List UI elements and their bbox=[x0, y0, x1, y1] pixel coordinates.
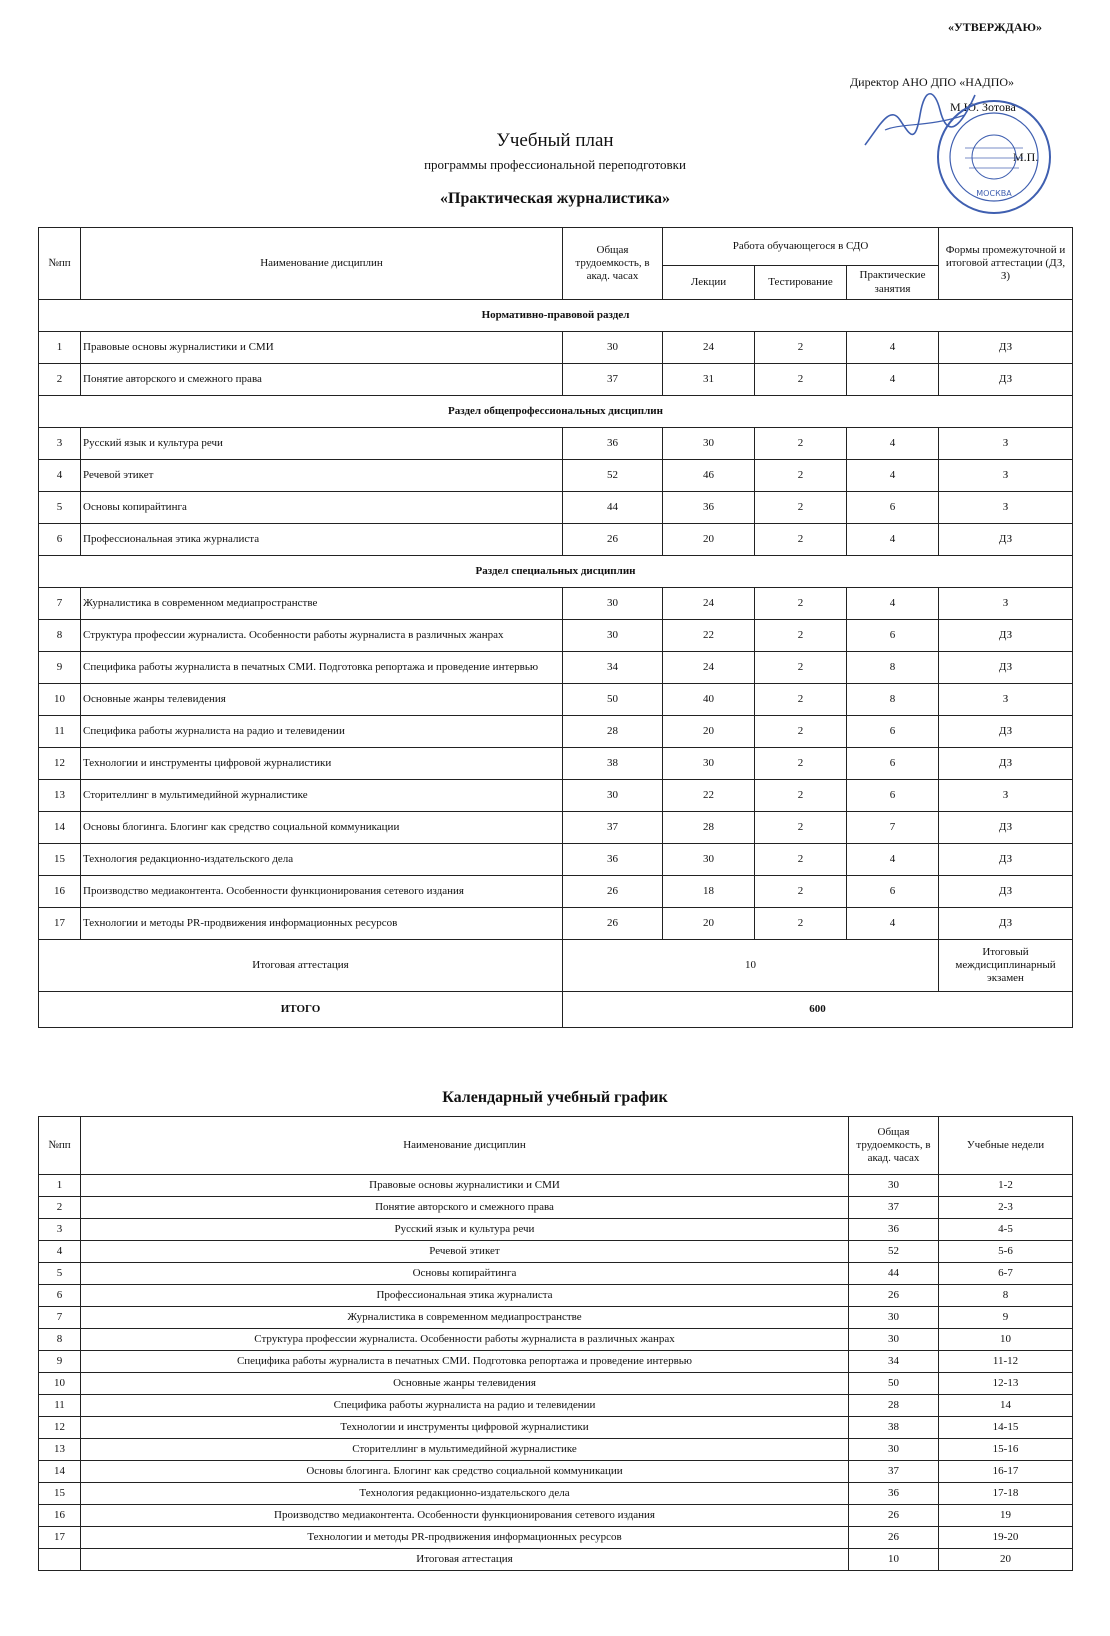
practice-hours: 4 bbox=[847, 908, 939, 940]
seal-place-mark: М.П. bbox=[1013, 150, 1039, 164]
discipline-name: Русский язык и культура речи bbox=[81, 428, 563, 460]
discipline-name: Правовые основы журналистики и СМИ bbox=[81, 1175, 849, 1197]
row-number: 9 bbox=[39, 1351, 81, 1373]
testing-hours: 2 bbox=[755, 460, 847, 492]
discipline-name: Русский язык и культура речи bbox=[81, 1219, 849, 1241]
total-hours: 30 bbox=[849, 1439, 939, 1461]
section-title: Нормативно-правовой раздел bbox=[39, 300, 1073, 332]
row-number bbox=[39, 1549, 81, 1571]
table-row bbox=[39, 780, 1073, 812]
discipline-name: Основные жанры телевидения bbox=[81, 684, 563, 716]
testing-hours: 2 bbox=[755, 492, 847, 524]
header-name: Наименование дисциплин bbox=[81, 228, 563, 300]
total-hours: 600 bbox=[563, 992, 1073, 1028]
practice-hours: 8 bbox=[847, 652, 939, 684]
discipline-name: Журналистика в современном медиапространстве bbox=[81, 1307, 849, 1329]
final-attestation-form: Итоговый междисциплинарный экзамен bbox=[939, 940, 1073, 992]
practice-hours: 6 bbox=[847, 716, 939, 748]
discipline-name: Производство медиаконтента. Особенности функционирования сетевого издания bbox=[81, 1505, 849, 1527]
table-row bbox=[39, 1395, 1073, 1417]
total-hours: 26 bbox=[563, 908, 663, 940]
header-work: Работа обучающегося в СДО bbox=[663, 228, 939, 266]
total-hours: 36 bbox=[849, 1219, 939, 1241]
discipline-name: Итоговая аттестация bbox=[81, 1549, 849, 1571]
attestation-form: ДЗ bbox=[939, 844, 1073, 876]
practice-hours: 4 bbox=[847, 332, 939, 364]
total-hours: 44 bbox=[563, 492, 663, 524]
approval-stamp-text: «УТВЕРЖДАЮ» bbox=[947, 20, 1042, 34]
total-hours: 36 bbox=[563, 844, 663, 876]
lecture-hours: 30 bbox=[663, 844, 755, 876]
plan-title: Учебный план bbox=[496, 130, 614, 151]
seal-city-text: МОСКВА bbox=[976, 189, 1012, 198]
row-number: 9 bbox=[39, 652, 81, 684]
table-row bbox=[39, 684, 1073, 716]
total-hours: 37 bbox=[849, 1197, 939, 1219]
total-hours: 30 bbox=[563, 780, 663, 812]
study-weeks: 19 bbox=[939, 1505, 1073, 1527]
discipline-name: Технология редакционно-издательского дела bbox=[81, 1483, 849, 1505]
row-number: 14 bbox=[39, 1461, 81, 1483]
table-row bbox=[39, 620, 1073, 652]
row-number: 5 bbox=[39, 1263, 81, 1285]
table-row bbox=[39, 492, 1073, 524]
row-number: 10 bbox=[39, 684, 81, 716]
calendar-title: Календарный учебный график bbox=[442, 1089, 668, 1106]
total-hours: 28 bbox=[849, 1395, 939, 1417]
testing-hours: 2 bbox=[755, 780, 847, 812]
testing-hours: 2 bbox=[755, 684, 847, 716]
row-number: 8 bbox=[39, 1329, 81, 1351]
row-number: 7 bbox=[39, 588, 81, 620]
plan-subtitle: программы профессиональной переподготовки bbox=[424, 157, 686, 172]
testing-hours: 2 bbox=[755, 876, 847, 908]
discipline-name: Технологии и методы PR-продвижения информационных ресурсов bbox=[81, 908, 563, 940]
discipline-name: Специфика работы журналиста на радио и телевидении bbox=[81, 1395, 849, 1417]
total-hours: 34 bbox=[563, 652, 663, 684]
section-row bbox=[39, 300, 1073, 332]
row-number: 17 bbox=[39, 1527, 81, 1549]
row-number: 15 bbox=[39, 1483, 81, 1505]
table-row bbox=[39, 1373, 1073, 1395]
total-hours: 30 bbox=[849, 1329, 939, 1351]
discipline-name: Технология редакционно-издательского дела bbox=[81, 844, 563, 876]
table-row bbox=[39, 1307, 1073, 1329]
row-number: 14 bbox=[39, 812, 81, 844]
lecture-hours: 40 bbox=[663, 684, 755, 716]
study-weeks: 5-6 bbox=[939, 1241, 1073, 1263]
total-label: ИТОГО bbox=[39, 992, 563, 1028]
table-row bbox=[39, 588, 1073, 620]
study-weeks: 15-16 bbox=[939, 1439, 1073, 1461]
header-total: Общая трудоемкость, в акад. часах bbox=[563, 228, 663, 300]
total-hours: 36 bbox=[849, 1483, 939, 1505]
practice-hours: 6 bbox=[847, 748, 939, 780]
table-row bbox=[39, 748, 1073, 780]
lecture-hours: 28 bbox=[663, 812, 755, 844]
table-row bbox=[39, 716, 1073, 748]
discipline-name: Специфика работы журналиста в печатных СМИ. Подготовка репортажа и проведение интервью bbox=[81, 652, 563, 684]
table-row bbox=[39, 1439, 1073, 1461]
row-number: 16 bbox=[39, 876, 81, 908]
table-row bbox=[39, 1549, 1073, 1571]
practice-hours: 6 bbox=[847, 492, 939, 524]
cal-header-total: Общая трудоемкость, в акад. часах bbox=[849, 1117, 939, 1175]
lecture-hours: 24 bbox=[663, 652, 755, 684]
discipline-name: Основные жанры телевидения bbox=[81, 1373, 849, 1395]
row-number: 3 bbox=[39, 428, 81, 460]
table-row bbox=[39, 652, 1073, 684]
discipline-name: Понятие авторского и смежного права bbox=[81, 364, 563, 396]
study-weeks: 11-12 bbox=[939, 1351, 1073, 1373]
total-hours: 36 bbox=[563, 428, 663, 460]
table-row bbox=[39, 364, 1073, 396]
total-hours: 34 bbox=[849, 1351, 939, 1373]
total-hours: 10 bbox=[849, 1549, 939, 1571]
row-number: 7 bbox=[39, 1307, 81, 1329]
attestation-form: З bbox=[939, 460, 1073, 492]
practice-hours: 4 bbox=[847, 428, 939, 460]
table-row bbox=[39, 1263, 1073, 1285]
total-hours: 50 bbox=[563, 684, 663, 716]
study-weeks: 17-18 bbox=[939, 1483, 1073, 1505]
attestation-form: З bbox=[939, 684, 1073, 716]
discipline-name: Специфика работы журналиста на радио и телевидении bbox=[81, 716, 563, 748]
row-number: 17 bbox=[39, 908, 81, 940]
testing-hours: 2 bbox=[755, 716, 847, 748]
discipline-name: Основы блогинга. Блогинг как средство социальной коммуникации bbox=[81, 812, 563, 844]
table-row bbox=[39, 876, 1073, 908]
attestation-form: ДЗ bbox=[939, 524, 1073, 556]
table-row bbox=[39, 332, 1073, 364]
table-row bbox=[39, 1175, 1073, 1197]
practice-hours: 4 bbox=[847, 364, 939, 396]
row-number: 13 bbox=[39, 780, 81, 812]
curriculum-table bbox=[38, 227, 1073, 1028]
practice-hours: 6 bbox=[847, 876, 939, 908]
lecture-hours: 20 bbox=[663, 908, 755, 940]
row-number: 11 bbox=[39, 1395, 81, 1417]
practice-hours: 6 bbox=[847, 620, 939, 652]
practice-hours: 4 bbox=[847, 524, 939, 556]
table-row bbox=[39, 1483, 1073, 1505]
cal-header-weeks: Учебные недели bbox=[939, 1117, 1073, 1175]
row-number: 1 bbox=[39, 332, 81, 364]
row-number: 13 bbox=[39, 1439, 81, 1461]
total-hours: 26 bbox=[849, 1285, 939, 1307]
row-number: 2 bbox=[39, 364, 81, 396]
table-row bbox=[39, 1285, 1073, 1307]
header-testing: Тестирование bbox=[755, 266, 847, 300]
total-hours: 30 bbox=[563, 620, 663, 652]
study-weeks: 9 bbox=[939, 1307, 1073, 1329]
testing-hours: 2 bbox=[755, 588, 847, 620]
discipline-name: Речевой этикет bbox=[81, 460, 563, 492]
attestation-form: ДЗ bbox=[939, 908, 1073, 940]
lecture-hours: 36 bbox=[663, 492, 755, 524]
table-row bbox=[39, 428, 1073, 460]
practice-hours: 6 bbox=[847, 780, 939, 812]
discipline-name: Основы блогинга. Блогинг как средство социальной коммуникации bbox=[81, 1461, 849, 1483]
testing-hours: 2 bbox=[755, 364, 847, 396]
testing-hours: 2 bbox=[755, 844, 847, 876]
attestation-form: ДЗ bbox=[939, 620, 1073, 652]
row-number: 1 bbox=[39, 1175, 81, 1197]
row-number: 11 bbox=[39, 716, 81, 748]
lecture-hours: 24 bbox=[663, 588, 755, 620]
testing-hours: 2 bbox=[755, 652, 847, 684]
study-weeks: 1-2 bbox=[939, 1175, 1073, 1197]
final-attestation-label: Итоговая аттестация bbox=[39, 940, 563, 992]
attestation-form: ДЗ bbox=[939, 332, 1073, 364]
table-row bbox=[39, 1461, 1073, 1483]
testing-hours: 2 bbox=[755, 908, 847, 940]
lecture-hours: 46 bbox=[663, 460, 755, 492]
table-row bbox=[39, 908, 1073, 940]
final-attestation-hours: 10 bbox=[563, 940, 939, 992]
calendar-table bbox=[38, 1116, 1073, 1571]
discipline-name: Специфика работы журналиста в печатных СМИ. Подготовка репортажа и проведение интервью bbox=[81, 1351, 849, 1373]
discipline-name: Сторителлинг в мультимедийной журналистике bbox=[81, 780, 563, 812]
table-row bbox=[39, 1241, 1073, 1263]
section-title: Раздел общепрофессиональных дисциплин bbox=[39, 396, 1073, 428]
lecture-hours: 22 bbox=[663, 780, 755, 812]
total-hours: 37 bbox=[849, 1461, 939, 1483]
table-row bbox=[39, 524, 1073, 556]
header-lectures: Лекции bbox=[663, 266, 755, 300]
study-weeks: 14-15 bbox=[939, 1417, 1073, 1439]
attestation-form: ДЗ bbox=[939, 652, 1073, 684]
section-row bbox=[39, 396, 1073, 428]
total-hours: 52 bbox=[563, 460, 663, 492]
discipline-name: Структура профессии журналиста. Особенности работы журналиста в различных жанрах bbox=[81, 620, 563, 652]
discipline-name: Технологии и методы PR-продвижения информационных ресурсов bbox=[81, 1527, 849, 1549]
total-hours: 30 bbox=[849, 1175, 939, 1197]
study-weeks: 19-20 bbox=[939, 1527, 1073, 1549]
total-hours: 38 bbox=[849, 1417, 939, 1439]
row-number: 4 bbox=[39, 460, 81, 492]
testing-hours: 2 bbox=[755, 524, 847, 556]
study-weeks: 16-17 bbox=[939, 1461, 1073, 1483]
discipline-name: Технологии и инструменты цифровой журналистики bbox=[81, 748, 563, 780]
total-hours: 30 bbox=[849, 1307, 939, 1329]
lecture-hours: 30 bbox=[663, 428, 755, 460]
lecture-hours: 20 bbox=[663, 716, 755, 748]
testing-hours: 2 bbox=[755, 748, 847, 780]
discipline-name: Журналистика в современном медиапространстве bbox=[81, 588, 563, 620]
table-row bbox=[39, 1527, 1073, 1549]
total-hours: 26 bbox=[563, 524, 663, 556]
discipline-name: Правовые основы журналистики и СМИ bbox=[81, 332, 563, 364]
row-number: 4 bbox=[39, 1241, 81, 1263]
total-hours: 26 bbox=[849, 1505, 939, 1527]
testing-hours: 2 bbox=[755, 428, 847, 460]
discipline-name: Профессиональная этика журналиста bbox=[81, 524, 563, 556]
row-number: 3 bbox=[39, 1219, 81, 1241]
section-row bbox=[39, 556, 1073, 588]
program-name: «Практическая журналистика» bbox=[440, 190, 670, 207]
attestation-form: ДЗ bbox=[939, 748, 1073, 780]
row-number: 10 bbox=[39, 1373, 81, 1395]
practice-hours: 4 bbox=[847, 844, 939, 876]
row-number: 6 bbox=[39, 524, 81, 556]
total-hours: 26 bbox=[849, 1527, 939, 1549]
section-title: Раздел специальных дисциплин bbox=[39, 556, 1073, 588]
total-hours: 30 bbox=[563, 332, 663, 364]
study-weeks: 8 bbox=[939, 1285, 1073, 1307]
row-number: 2 bbox=[39, 1197, 81, 1219]
table-row bbox=[39, 460, 1073, 492]
total-hours: 37 bbox=[563, 812, 663, 844]
table-row bbox=[39, 1417, 1073, 1439]
director-title: Директор АНО ДПО «НАДПО» bbox=[850, 75, 1015, 89]
lecture-hours: 18 bbox=[663, 876, 755, 908]
row-number: 8 bbox=[39, 620, 81, 652]
total-hours: 44 bbox=[849, 1263, 939, 1285]
testing-hours: 2 bbox=[755, 620, 847, 652]
cal-header-num: №пп bbox=[39, 1117, 81, 1175]
discipline-name: Основы копирайтинга bbox=[81, 492, 563, 524]
table-row bbox=[39, 1505, 1073, 1527]
discipline-name: Понятие авторского и смежного права bbox=[81, 1197, 849, 1219]
lecture-hours: 22 bbox=[663, 620, 755, 652]
discipline-name: Сторителлинг в мультимедийной журналистике bbox=[81, 1439, 849, 1461]
attestation-form: З bbox=[939, 588, 1073, 620]
total-hours: 50 bbox=[849, 1373, 939, 1395]
study-weeks: 10 bbox=[939, 1329, 1073, 1351]
total-hours: 30 bbox=[563, 588, 663, 620]
lecture-hours: 24 bbox=[663, 332, 755, 364]
lecture-hours: 31 bbox=[663, 364, 755, 396]
row-number: 12 bbox=[39, 748, 81, 780]
study-weeks: 6-7 bbox=[939, 1263, 1073, 1285]
practice-hours: 4 bbox=[847, 460, 939, 492]
total-hours: 37 bbox=[563, 364, 663, 396]
row-number: 16 bbox=[39, 1505, 81, 1527]
header-num: №пп bbox=[39, 228, 81, 300]
row-number: 6 bbox=[39, 1285, 81, 1307]
study-weeks: 2-3 bbox=[939, 1197, 1073, 1219]
study-weeks: 20 bbox=[939, 1549, 1073, 1571]
study-weeks: 14 bbox=[939, 1395, 1073, 1417]
study-weeks: 12-13 bbox=[939, 1373, 1073, 1395]
table-row bbox=[39, 812, 1073, 844]
table-row bbox=[39, 1197, 1073, 1219]
total-hours: 38 bbox=[563, 748, 663, 780]
discipline-name: Производство медиаконтента. Особенности функционирования сетевого издания bbox=[81, 876, 563, 908]
row-number: 5 bbox=[39, 492, 81, 524]
row-number: 12 bbox=[39, 1417, 81, 1439]
table-row bbox=[39, 1219, 1073, 1241]
discipline-name: Основы копирайтинга bbox=[81, 1263, 849, 1285]
attestation-form: З bbox=[939, 492, 1073, 524]
header-forms: Формы промежуточной и итоговой аттестации (ДЗ, З) bbox=[939, 228, 1073, 300]
attestation-form: ДЗ bbox=[939, 364, 1073, 396]
total-hours: 52 bbox=[849, 1241, 939, 1263]
discipline-name: Структура профессии журналиста. Особенности работы журналиста в различных жанрах bbox=[81, 1329, 849, 1351]
testing-hours: 2 bbox=[755, 332, 847, 364]
study-weeks: 4-5 bbox=[939, 1219, 1073, 1241]
testing-hours: 2 bbox=[755, 812, 847, 844]
lecture-hours: 20 bbox=[663, 524, 755, 556]
lecture-hours: 30 bbox=[663, 748, 755, 780]
table-row bbox=[39, 844, 1073, 876]
header-practice: Практические занятия bbox=[847, 266, 939, 300]
discipline-name: Технологии и инструменты цифровой журналистики bbox=[81, 1417, 849, 1439]
table-row bbox=[39, 1329, 1073, 1351]
cal-header-name: Наименование дисциплин bbox=[81, 1117, 849, 1175]
discipline-name: Речевой этикет bbox=[81, 1241, 849, 1263]
total-hours: 26 bbox=[563, 876, 663, 908]
discipline-name: Профессиональная этика журналиста bbox=[81, 1285, 849, 1307]
total-hours: 28 bbox=[563, 716, 663, 748]
attestation-form: З bbox=[939, 428, 1073, 460]
attestation-form: ДЗ bbox=[939, 812, 1073, 844]
attestation-form: ДЗ bbox=[939, 716, 1073, 748]
attestation-form: З bbox=[939, 780, 1073, 812]
table-row bbox=[39, 1351, 1073, 1373]
attestation-form: ДЗ bbox=[939, 876, 1073, 908]
director-name: М.Ю. Зотова bbox=[950, 100, 1016, 114]
practice-hours: 7 bbox=[847, 812, 939, 844]
practice-hours: 8 bbox=[847, 684, 939, 716]
practice-hours: 4 bbox=[847, 588, 939, 620]
row-number: 15 bbox=[39, 844, 81, 876]
